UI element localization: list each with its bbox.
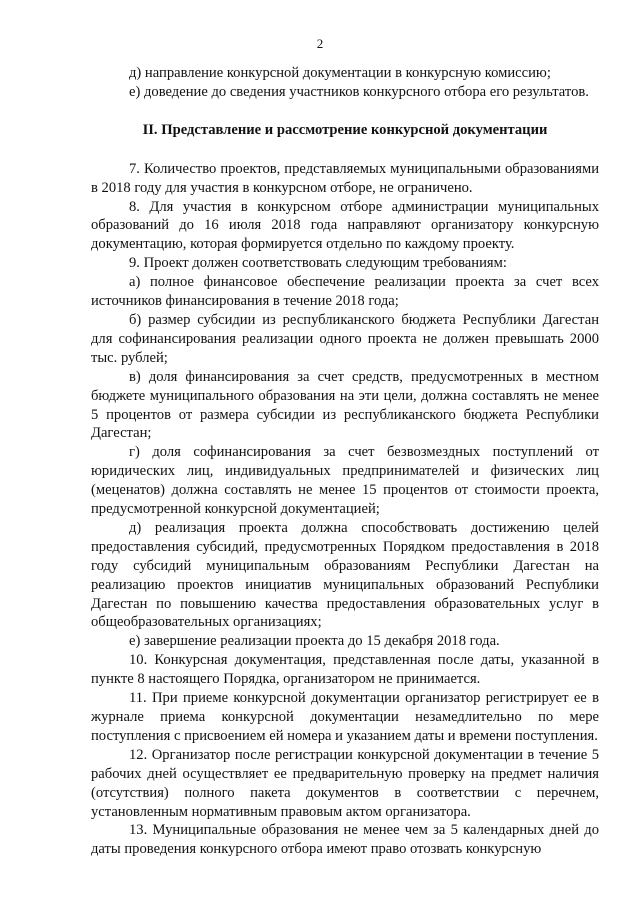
- paragraph-8: 8. Для участия в конкурсном отборе администрации муниципальных образований до 16 июля 2018 года направляют организатору конкурсную документацию, которая формируется отдельно по каждому проекту.: [91, 198, 599, 253]
- paragraph-9e: е) завершение реализации проекта до 15 декабря 2018 года.: [129, 633, 500, 650]
- section-heading: II. Представление и рассмотрение конкурсной документации: [142, 121, 548, 138]
- paragraph-9g: г) доля софинансирования за счет безвозмездных поступлений от юридических лиц, индивидуальных предпринимателей и физических лиц (меценатов) должна составлять не менее 15 процентов от стоимости проекта, предусмотренной конкурсной документацией;: [91, 444, 599, 518]
- paragraph-9a: а) полное финансовое обеспечение реализации проекта за счет всех источников финансирования в течение 2018 года;: [91, 274, 599, 310]
- paragraph-10: 10. Конкурсная документация, представленная после даты, указанной в пункте 8 настоящего Порядка, организатором не принимается.: [91, 652, 599, 688]
- paragraph-d-top: д) направление конкурсной документации в конкурсную комиссию;: [129, 65, 551, 81]
- paragraph-e-top: е) доведение до сведения участников конкурсного отбора его результатов.: [129, 83, 589, 100]
- document-body: [91, 64, 599, 859]
- paragraph-9b: б) размер субсидии из республиканского бюджета Республики Дагестан для софинансирования реализации одного проекта не должен превышать 2000 тыс. рублей;: [91, 311, 599, 366]
- paragraph-9v: в) доля финансирования за счет средств, предусмотренных в местном бюджете муниципального образования на эти цели, должна составлять не менее 5 процентов от размера субсидии из республиканского бюджета Республики Дагестан;: [91, 368, 599, 442]
- paragraph-11: 11. При приеме конкурсной документации организатор регистрирует ее в журнале приема конкурсной документации незамедлительно по мере поступления с присвоением ей номера и указанием даты и времени поступления.: [91, 690, 599, 744]
- page-number: 2: [316, 36, 324, 51]
- paragraph-9: 9. Проект должен соответствовать следующим требованиям:: [129, 255, 507, 272]
- paragraph-9d: д) реализация проекта должна способствовать достижению целей предоставления субсидий, предусмотренных Порядком предоставления в 2018 году субсидий муниципальным образованиям Республики Дагестан на реализацию проектов инициатив муниципальных образований Республики Дагестан по повышению качества предоставления образовательных услуг в общеобразовательных организациях;: [91, 519, 599, 631]
- paragraph-13: 13. Муниципальные образования не менее чем за 5 календарных дней до даты проведения конкурсного отбора имеют право отозвать конкурсную: [91, 822, 599, 858]
- paragraph-7: 7. Количество проектов, представляемых муниципальными образованиями в 2018 году для участия в конкурсном отборе, не ограничено.: [91, 160, 599, 196]
- paragraph-12: 12. Организатор после регистрации конкурсной документации в течение 5 рабочих дней осуществляет ее предварительную проверку на предмет наличия (отсутствия) полного пакета документов в соответствии с перечнем, установленным нормативным правовым актом организатора.: [91, 746, 599, 820]
